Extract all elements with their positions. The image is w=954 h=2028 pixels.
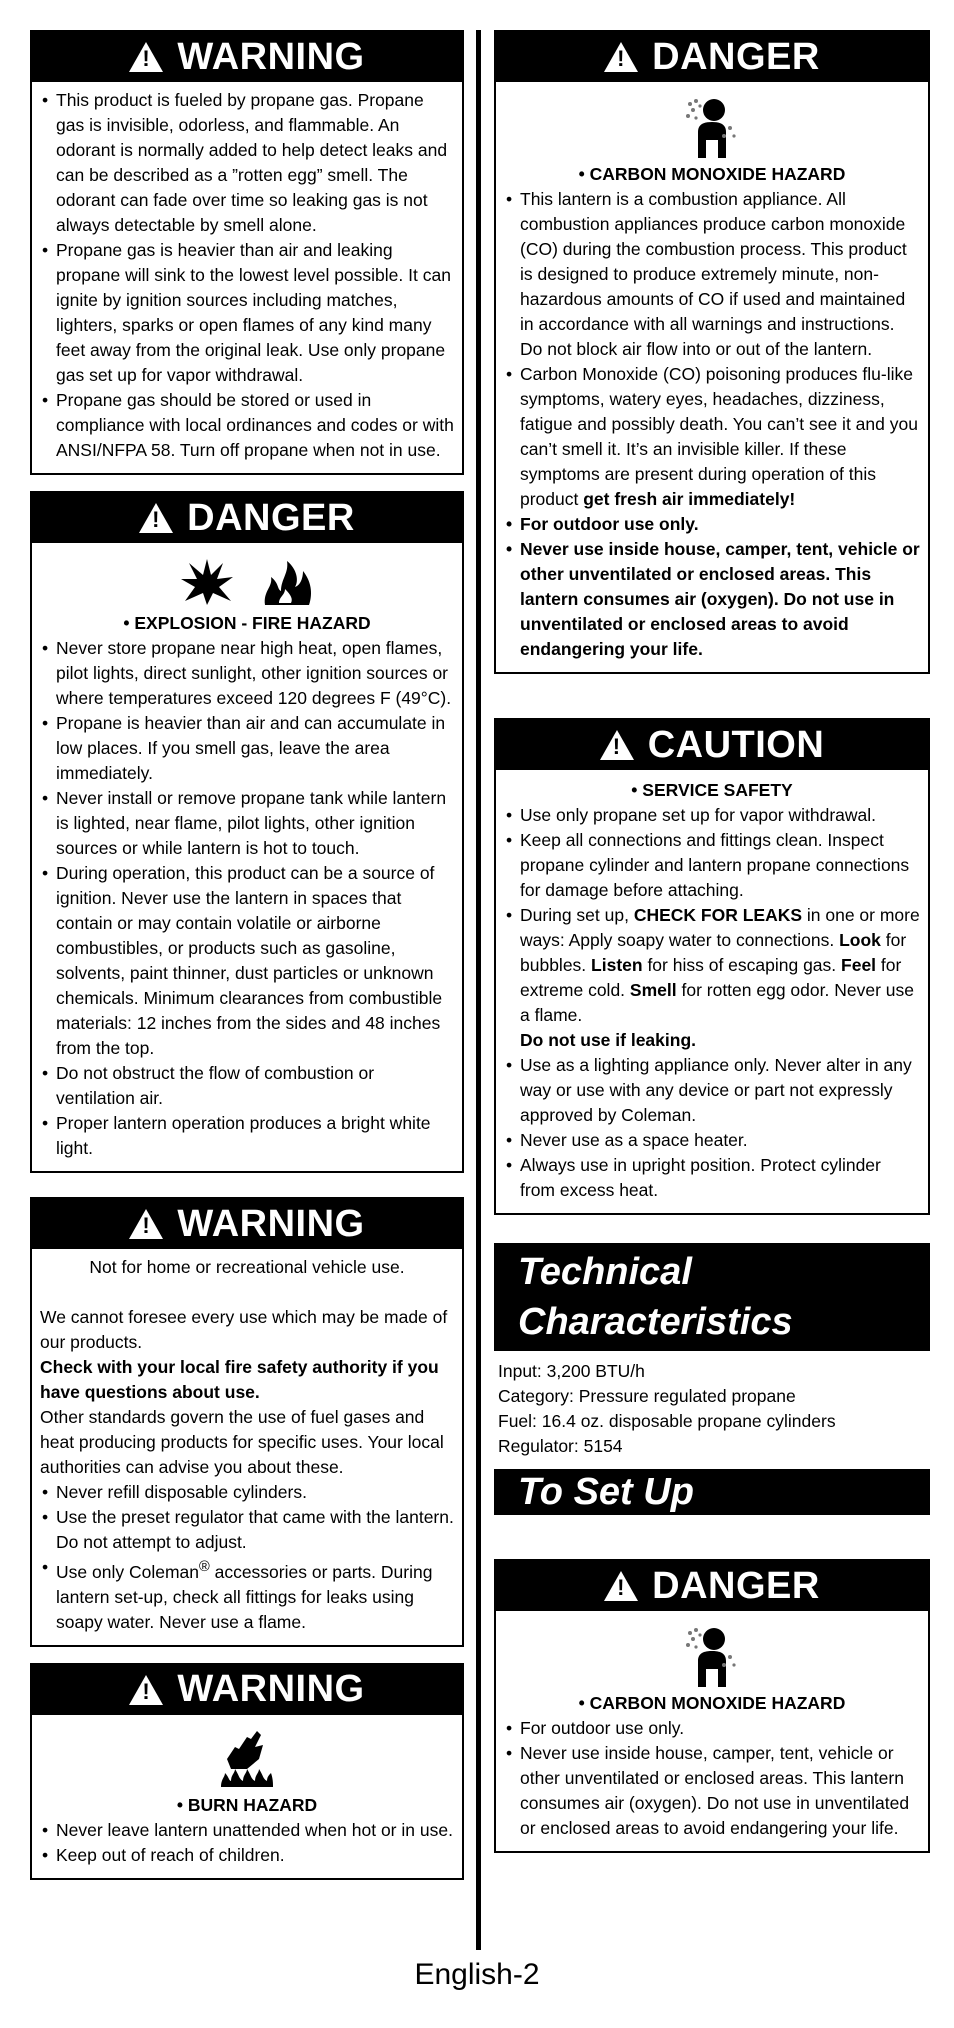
danger-body xyxy=(32,543,462,1171)
warning-triangle-icon xyxy=(600,730,634,760)
list-item: • Never use inside house, camper, tent, vehicle or other unventilated or enclosed areas. This lantern consumes air (oxygen). Do not use in unventilated or enclosed areas to avoid endangering your life. xyxy=(504,1741,920,1841)
warning-header-label: WARNING xyxy=(177,1668,365,1711)
danger-co-setup-box xyxy=(494,1559,930,1853)
text-bold: Listen xyxy=(591,955,643,975)
text: During set up, xyxy=(520,905,634,925)
warning-triangle-icon xyxy=(604,1571,638,1601)
list-item: • Never use as a space heater. xyxy=(504,1128,920,1153)
list-item: • This lantern is a combustion appliance. All combustion appliances produce carbon monoxide (CO) during the combustion process. This product is designed to produce extremely minute, non-hazardous amounts of CO if used and maintained in accordance with all warnings and instructions. Do not block air flow into or out of the lantern. xyxy=(504,187,920,362)
list-item: • Proper lantern operation produces a bright white light. xyxy=(40,1111,454,1161)
column-divider xyxy=(476,30,481,1950)
text: for extreme cold. xyxy=(520,955,902,1000)
page-number: English-2 xyxy=(414,1958,540,1991)
paragraph: We cannot foresee every use which may be made of our products. xyxy=(40,1307,448,1352)
warning-triangle-icon xyxy=(604,42,638,72)
warning-list xyxy=(40,1480,454,1635)
spec-category: Category: Pressure regulated propane xyxy=(498,1386,796,1406)
text: for rotten egg odor. Never use a flame. xyxy=(520,980,914,1025)
text-bold: Look xyxy=(839,930,881,950)
danger-co-box xyxy=(494,30,930,674)
danger-header xyxy=(32,493,462,543)
hazard-subtitle: • EXPLOSION - FIRE HAZARD xyxy=(123,613,371,633)
list-item: • Do not obstruct the flow of combustion or ventilation air. xyxy=(40,1061,454,1111)
text: for hiss of escaping gas. xyxy=(642,955,842,975)
text: in one or more ways: Apply soapy water to connections. xyxy=(520,905,920,950)
warning-header-label: WARNING xyxy=(177,35,365,78)
danger-list xyxy=(504,187,920,662)
list-item: • Propane gas should be stored or used in compliance with local ordinances and codes or with ANSI/NFPA 58. Turn off propane when not in use. xyxy=(40,388,454,463)
warning-list xyxy=(40,1818,454,1868)
list-item: • Use as a lighting appliance only. Never alter in any way or use with any device or part not expressly approved by Coleman. xyxy=(504,1053,920,1128)
hazard-icons xyxy=(504,88,920,160)
list-item: • Propane is heavier than air and can accumulate in low places. If you smell gas, leave the area immediately. xyxy=(40,711,454,786)
spec-regulator: Regulator: 5154 xyxy=(498,1436,623,1456)
warning-header-label: WARNING xyxy=(177,1202,365,1245)
list-item: • For outdoor use only. xyxy=(504,512,920,537)
warning-triangle-icon xyxy=(129,1675,163,1705)
caution-body xyxy=(496,770,928,1213)
hazard-subtitle: • BURN HAZARD xyxy=(176,1794,318,1815)
warning-propane-box xyxy=(30,30,464,475)
registered-mark: ® xyxy=(198,1559,210,1575)
list-item: • Never leave lantern unattended when hot or in use. xyxy=(40,1818,454,1843)
danger-header-label: DANGER xyxy=(652,1564,820,1607)
to-set-up-heading: To Set Up xyxy=(494,1469,930,1515)
warning-triangle-icon xyxy=(139,503,173,533)
text: accessories or parts. During lantern set-up, check all fittings for leaks using soapy water. Never use a flame. xyxy=(56,1561,433,1632)
danger-header-label: DANGER xyxy=(652,35,820,78)
list-item xyxy=(504,362,920,512)
list-item: • For outdoor use only. xyxy=(504,1716,920,1741)
danger-header-label: DANGER xyxy=(187,496,355,539)
list-item: • During operation, this product can be a source of ignition. Never use the lantern in spaces that contain or may contain volatile or airborne combustibles, or products such as gasoline, solvents, paint thinner, dust particles or unknown chemicals. Minimum clearances from combustible materials: 12 inches from the sides and 48 inches from the top. xyxy=(40,861,454,1061)
list-item: • Never refill disposable cylinders. xyxy=(40,1480,454,1505)
list-item xyxy=(40,1555,454,1635)
warning-burn-box xyxy=(30,1663,464,1880)
heading-line: Technical xyxy=(518,1251,692,1293)
list-item: • Propane gas is heavier than air and leaking propane will sink to the lowest level possible. It can ignite by ignition sources including matches, lighters, sparks or open flames of any kind many feet away from the original leak. Use only propane gas set up for vapor withdrawal. xyxy=(40,238,454,388)
warning-header xyxy=(32,1199,462,1249)
notice-line: Not for home or recreational vehicle use. xyxy=(89,1257,405,1277)
hazard-subtitle: • SERVICE SAFETY xyxy=(631,780,793,800)
list-item xyxy=(504,903,920,1053)
danger-header xyxy=(496,1561,928,1611)
text-bold: Do not use if leaking. xyxy=(520,1030,696,1050)
danger-fire-box xyxy=(30,491,464,1173)
paragraph-bold: Check with your local fire safety authority if you have questions about use. xyxy=(40,1357,439,1402)
hazard-icons xyxy=(40,549,454,609)
list-item: • Keep out of reach of children. xyxy=(40,1843,454,1868)
text: for bubbles. xyxy=(520,930,907,975)
spec-input: Input: 3,200 BTU/h xyxy=(498,1361,645,1381)
left-column xyxy=(30,30,464,1896)
text-bold: Feel xyxy=(841,955,877,975)
warning-triangle-icon xyxy=(129,42,163,72)
list-item: • Use the preset regulator that came with the lantern. Do not attempt to adjust. xyxy=(40,1505,454,1555)
danger-body xyxy=(496,1611,928,1851)
danger-body xyxy=(496,82,928,672)
text-bold: Smell xyxy=(629,980,677,1000)
text-bold: CHECK FOR LEAKS xyxy=(633,905,803,925)
list-item: • This product is fueled by propane gas. Propane gas is invisible, odorless, and flammable. An odorant is normally added to help detect leaks and can be described as a ”rotten egg” smell. The odorant can fade over time so leaking gas is not always detectable by smell alone. xyxy=(40,88,454,238)
right-column xyxy=(494,30,930,1869)
list-item: • Always use in upright position. Protect cylinder from excess heat. xyxy=(504,1153,920,1203)
hazard-subtitle: • CARBON MONOXIDE HAZARD xyxy=(578,164,846,184)
hazard-icons xyxy=(40,1721,454,1791)
carbon-monoxide-person-icon xyxy=(684,96,740,158)
heading-line: Characteristics xyxy=(518,1301,793,1343)
list-item: • Never install or remove propane tank while lantern is lighted, near flame, pilot lights, other ignition sources or while lantern is hot to touch. xyxy=(40,786,454,861)
warning-body xyxy=(32,1715,462,1878)
list-item: • Never use inside house, camper, tent, vehicle or other unventilated or enclosed areas. This lantern consumes air (oxygen). Do not use in unventilated or enclosed areas to avoid endangering your life. xyxy=(504,537,920,662)
caution-header-label: CAUTION xyxy=(647,723,825,766)
technical-characteristics-heading xyxy=(494,1243,930,1351)
danger-header xyxy=(496,32,928,82)
caution-box xyxy=(494,718,930,1215)
warning-use-box xyxy=(30,1197,464,1647)
hazard-icons xyxy=(504,1617,920,1689)
carbon-monoxide-person-icon xyxy=(684,1625,740,1687)
text: Carbon Monoxide (CO) poisoning produces flu-like symptoms, watery eyes, headaches, dizziness, fatigue and possibly death. You can’t see it and you can’t smell it. It’s an invisible killer. If these symptoms are present during operation of this product xyxy=(520,364,918,509)
warning-list xyxy=(40,88,454,463)
warning-triangle-icon xyxy=(129,1209,163,1239)
list-item: • Never store propane near high heat, open flames, pilot lights, direct sunlight, other ignition sources or where temperatures exceed 120 degrees F (49°C). xyxy=(40,636,454,711)
caution-list xyxy=(504,803,920,1203)
hazard-subtitle: • CARBON MONOXIDE HAZARD xyxy=(578,1693,846,1713)
spec-fuel: Fuel: 16.4 oz. disposable propane cylinders xyxy=(498,1411,836,1431)
list-item: • Use only propane set up for vapor withdrawal. xyxy=(504,803,920,828)
explosion-icon xyxy=(179,557,235,607)
caution-header xyxy=(496,720,928,770)
text: Use only Coleman xyxy=(56,1561,199,1582)
warning-body xyxy=(32,1249,462,1645)
technical-specs xyxy=(494,1351,930,1459)
danger-list xyxy=(40,636,454,1161)
fire-icon xyxy=(259,557,315,607)
text-bold: get fresh air immediately! xyxy=(583,489,796,509)
warning-header xyxy=(32,1665,462,1715)
warning-body xyxy=(32,82,462,473)
list-item: • Keep all connections and fittings clean. Inspect propane cylinder and lantern propane connections for damage before attaching. xyxy=(504,828,920,903)
warning-header xyxy=(32,32,462,82)
burn-hand-icon xyxy=(217,1729,277,1789)
paragraph: Other standards govern the use of fuel gases and heat producing products for specific uses. Your local authorities can advise you about these. xyxy=(40,1407,444,1477)
danger-list xyxy=(504,1716,920,1841)
